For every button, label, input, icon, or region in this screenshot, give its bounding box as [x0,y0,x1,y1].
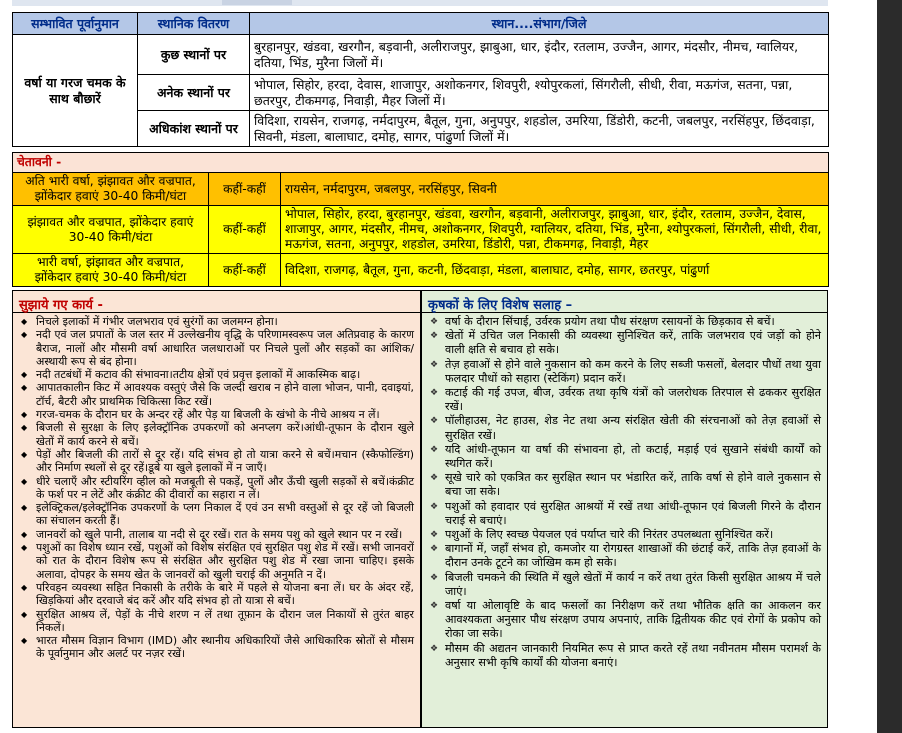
forecast-spread: कुछ स्थानों पर [138,35,250,75]
list-item: ❖ पॉलीहाउस, नेट हाउस, शेड नेट तथा अन्य संरक्षित खेती की संरचनाओं को तेज़ हवाओं से सुरक्षित रखें। [430,414,821,442]
list-item: ❖ वर्षा या ओलावृष्टि के बाद फसलों का निरीक्षण करें तथा भौतिक क्षति का आकलन कर आवश्यकता अनुसार पौध संरक्षण उपाय अपनाएं, ताकि द्वितीयक कीट एवं रोगों के प्रकोप को रोका जा सके। [430,599,821,642]
list-item: ◆ जानवरों को खुले पानी, तालाब या नदी से दूर रखें। रात के समय पशु को खुले स्थान पर न रखें। [21,528,414,541]
list-item: ❖ तेज़ हवाओं से होने वाले नुकसान को कम करने के लिए सब्जी फसलों, बेलदार पौधों तथा युवा फलदार पौधों को सहारा (स्टेकिंग) प्रदान करें। [430,358,821,386]
list-item: ❖ बिजली चमकने की स्थिति में खुले खेतों में कार्य न करें तथा तुरंत किसी सुरक्षित आश्रय में चले जाएं। [430,571,821,599]
warning-extent: कहीं-कहीं [209,206,281,254]
warning-places: विदिशा, राजगढ़, बैतूल, गुना, कटनी, छिंदवाड़ा, मंडला, बालाघाट, दमोह, सागर, छतरपुर, पांढुर्णा [281,254,829,287]
list-item: ❖ यदि आंधी-तूफान या वर्षा की संभावना हो, तो कटाई, मड़ाई एवं सुखाने संबंधी कार्यों को स्थगित करें। [430,443,821,471]
list-item: ❖ वर्षा के दौरान सिंचाई, उर्वरक प्रयोग तथा पौध संरक्षण रसायनों के छिड़काव से बचें। [430,315,821,329]
warning-extent: कहीं-कहीं [209,173,281,206]
farmer-advice-title: कृषकों के लिए विशेष सलाह – [422,291,827,313]
warning-row [13,173,829,206]
forecast-header-row [13,13,829,35]
forecast-spread: अधिकांश स्थानों पर [138,111,250,147]
forecast-places: बुरहानपुर, खंडवा, खरगौन, बड़वानी, अलीराजपुर, झाबुआ, धार, इंदौर, रतलाम, उज्जैन, आगर, मंदसौर, नीमच, ग्वालियर, दतिया, भिंड, मुरैना जिलों में। [250,35,829,75]
page-top-strip [12,0,828,6]
list-item: ◆ सुरक्षित आश्रय लें, पेड़ों के नीचे शरण न लें तथा तूफ़ान के दौरान जल निकायों से तुरंत बाहर निकलें। [21,608,414,635]
list-item: ◆ धीरे चलाएँ और स्टीयरिंग व्हील को मजबूती से पकड़ें, पुलों और ऊँची खुली सड़कों से बचें।कंक्रीट के फर्श पर न लेटें और कंक्रीट की दीवारों का सहारा न लें। [21,475,414,502]
list-item: ◆ बिजली से सुरक्षा के लिए इलेक्ट्रॉनिक उपकरणों को अनप्लग करें।आंधी-तूफान के दौरान खुले खेतों में कार्य करने से बचें। [21,421,414,448]
forecast-spread: अनेक स्थानों पर [138,75,250,111]
warning-table [12,152,829,287]
viewer-scrollbar[interactable] [877,0,902,733]
warning-phenomenon: भारी वर्षा, झंझावत और वज्रपात, झोंकेदार हवाएं 30-40 किमी/घंटा [13,254,209,287]
warning-extent: कहीं-कहीं [209,254,281,287]
list-item: ❖ पशुओं को हवादार एवं सुरक्षित आश्रयों में रखें तथा आंधी-तूफान एवं बिजली गिरने के दौरान चराई से बचाएं। [430,500,821,528]
list-item: ◆ भारत मौसम विज्ञान विभाग (IMD) और स्थानीय अधिकारियों जैसे आधिकारिक स्रोतों से मौसम के पूर्वानुमान और अलर्ट पर नज़र रखें। [21,634,414,661]
list-item: ❖ सूखे चारे को एकत्रित कर सुरक्षित स्थान पर भंडारित करें, ताकि वर्षा से होने वाले नुकसान से बचा जा सके। [430,471,821,499]
page-top-strip-mark [222,0,292,5]
list-item: ❖ बागानों में, जहाँ संभव हो, कमजोर या रोगग्रस्त शाखाओं की छंटाई करें, ताकि तेज़ हवाओं के दौरान उनके टूटने का जोखिम कम हो सके। [430,542,821,570]
forecast-table [12,12,829,147]
warning-title-row [13,153,829,173]
warning-places: रायसेन, नर्मदापुरम, जबलपुर, नरसिंहपुर, सिवनी [281,173,829,206]
suggested-actions-list [13,313,420,661]
warning-places: भोपाल, सिहोर, हरदा, बुरहानपुर, खंडवा, खरगौन, बड़वानी, अलीराजपुर, झाबुआ, धार, इंदौर, रतलाम, उज्जैन, देवास, शाजापुर, आगर, मंदसौर, नीमच, अशोकनगर, शिवपुरी, ग्वालियर, दतिया, भिंड, मुरैना, श्योपुरकलां, सिंगरौली, सीधी, रीवा, मऊगंज, सतना, अनुपपुर, शहडोल, उमरिया, डिंडोरी, पन्ना, टीकमगढ़, निवाड़ी, मैहर [281,206,829,254]
list-item: ◆ नदी एवं जल प्रपातों के जल स्तर में उल्लेखनीय वृद्धि के परिणामस्वरूप जल अतिप्रवाह के कारण बैराज, नालों और मौसमी वर्षा आधारित जलधाराओं पर निचले पुलों और सड़कों का आंशिक/अस्थायी रूप से बंद होना। [21,328,414,368]
warning-row [13,206,829,254]
list-item: ❖ कटाई की गई उपज, बीज, उर्वरक तथा कृषि यंत्रों को जलरोधक तिरपाल से ढककर सुरक्षित रखें। [430,386,821,414]
farmer-advice-panel [421,290,828,728]
forecast-header-event: सम्भावित पूर्वानुमान [13,13,138,35]
forecast-row [13,35,829,75]
list-item: ◆ गरज-चमक के दौरान घर के अन्दर रहें और पेड़ या बिजली के खंभो के नीचे आश्रय न लें। [21,408,414,421]
list-item: ◆ परिवहन व्यवस्था सहित निकासी के तरीके के बारे में पहले से योजना बना लें। घर के अंदर रहें, खिड़कियां और दरवाजे बंद करें और यदि संभव हो तो यात्रा से बचें। [21,581,414,608]
farmer-advice-list [422,313,827,670]
warning-row [13,254,829,287]
list-item: ◆ निचले इलाकों में गंभीर जलभराव एवं सुरंगों का जलमग्न होना। [21,315,414,328]
forecast-header-places: स्थान....संभाग/जिले [250,13,829,35]
list-item: ◆ आपातकालीन किट में आवश्यक वस्तुएं जैसे कि जल्दी खराब न होने वाला भोजन, पानी, दवाइयां, टॉर्च, बैटरी और प्राथमिक चिकित्सा किट रखें। [21,381,414,408]
forecast-places: विदिशा, रायसेन, राजगढ़, नर्मदापुरम, बैतूल, गुना, अनुपपुर, शहडोल, उमरिया, डिंडोरी, कटनी, जबलपुर, नरसिंहपुर, छिंदवाड़ा, सिवनी, मंडला, बालाघाट, दमोह, सागर, पांढुर्णा जिलों में। [250,111,829,147]
forecast-event: वर्षा या गरज चमक के साथ बौछारें [13,35,138,147]
list-item: ❖ मौसम की अद्यतन जानकारी नियमित रूप से प्राप्त करते रहें तथा नवीनतम मौसम परामर्श के अनुसार सभी कृषि कार्यों की योजना बनाएं। [430,642,821,670]
warning-phenomenon: अति भारी वर्षा, झंझावत और वज्रपात, झोंकेदार हवाएं 30-40 किमी/घंटा [13,173,209,206]
list-item: ◆ पेड़ों और बिजली की तारों से दूर रहें। यदि संभव हो तो यात्रा करने से बचें।मचान (स्कैफोल्डिंग) और निर्माण स्थलों से दूर रहें।डूबे या खुले इलाकों में न जाएँ। [21,448,414,475]
list-item: ◆ इलेक्ट्रिकल/इलेक्ट्रॉनिक उपकरणों के प्लग निकाल दें एवं उन सभी वस्तुओं से दूर रहें जो बिजली का संचालन करती हैं। [21,501,414,528]
list-item: ◆ नदी तटबंधों में कटाव की संभावना।तटीय क्षेत्रों एवं प्रवृत्त इलाकों में आकस्मिक बाढ़। [21,368,414,381]
suggested-actions-panel [12,290,421,728]
forecast-header-spread: स्थानिक वितरण [138,13,250,35]
list-item: ❖ पशुओं के लिए स्वच्छ पेयजल एवं पर्याप्त चारे की निरंतर उपलब्धता सुनिश्चित करें। [430,528,821,542]
list-item: ◆ पशुओं का विशेष ध्यान रखें, पशुओं को विशेष संरक्षित एवं सुरक्षित पशु शेड में रखें। सभी जानवरों को रात के दौरान विशेष रूप से संरक्षित और सुरक्षित पशु शेड में रखा जाना चाहिए। इसके अलावा, दोपहर के समय खेत के जानवरों को खुली चराई की अनुमति न दें। [21,541,414,581]
suggested-actions-title: सुझाये गए कार्य - [13,291,420,313]
list-item: ❖ खेतों में उचित जल निकासी की व्यवस्था सुनिश्चित करें, ताकि जलभराव एवं जड़ों को होने वाली क्षति से बचाव हो सके। [430,329,821,357]
forecast-places: भोपाल, सिहोर, हरदा, देवास, शाजापुर, अशोकनगर, शिवपुरी, श्योपुरकलां, सिंगरौली, सीधी, रीवा, मऊगंज, सतना, पन्ना, छतरपुर, टीकमगढ़, निवाड़ी, मैहर जिलों में। [250,75,829,111]
warning-title: चेतावनी - [13,153,829,173]
warning-phenomenon: झंझावत और वज्रपात, झोंकेदार हवाएं 30-40 किमी/घंटा [13,206,209,254]
